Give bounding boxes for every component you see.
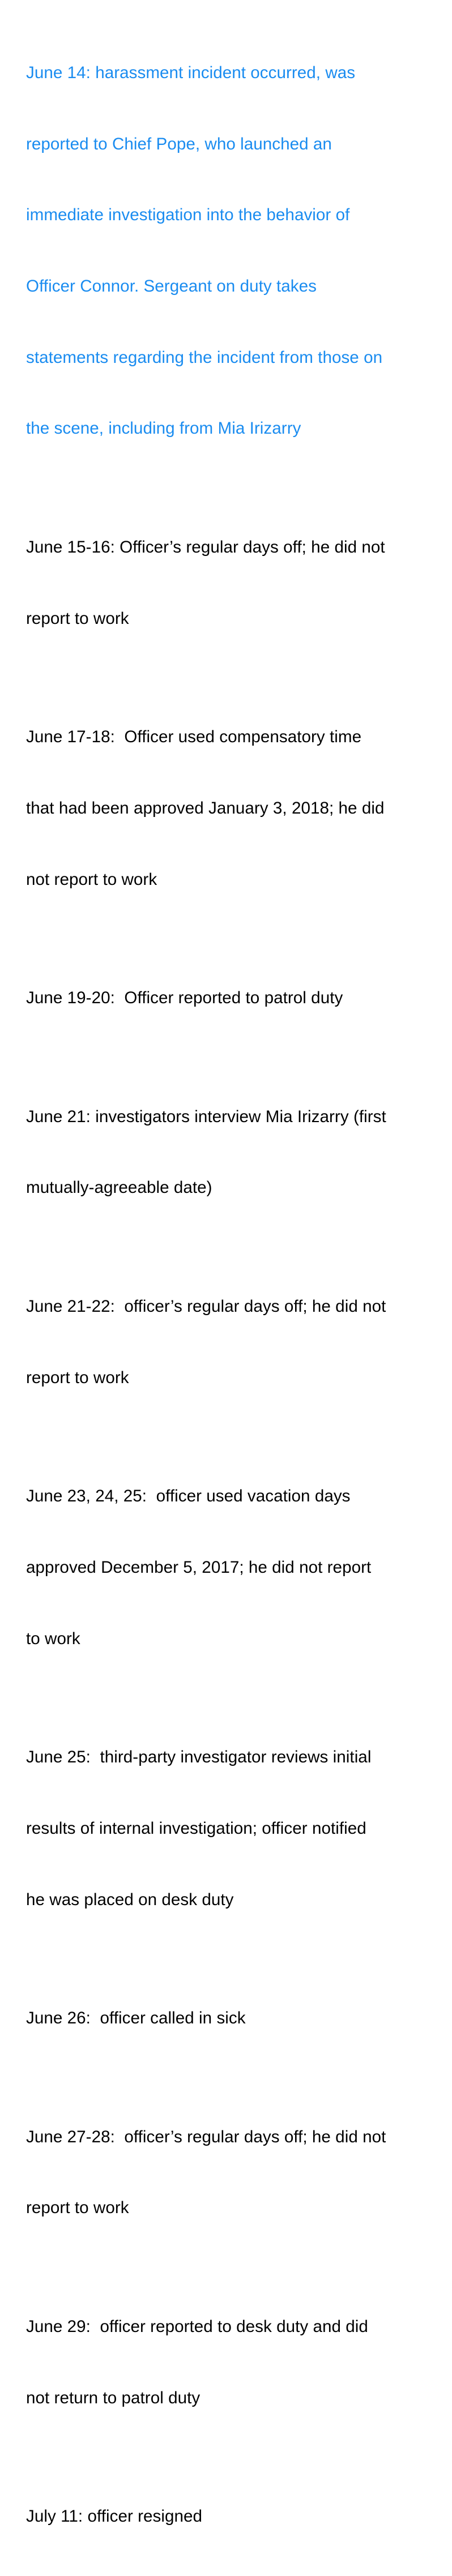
entry-line: June 21: investigators interview Mia Irizarry (first — [26, 1107, 386, 1126]
entry-line: approved December 5, 2017; he did not report — [26, 1557, 372, 1577]
timeline-entry — [26, 2078, 445, 2267]
timeline-entry — [26, 939, 445, 1058]
entry-line: June 23, 24, 25: officer used vacation days — [26, 1487, 351, 1506]
entry-line: June 27-28: officer’s regular days off; he did not — [26, 2127, 386, 2146]
entry-line: report to work — [26, 609, 129, 628]
entry-line: that had been approved January 3, 2018; he did — [26, 798, 385, 818]
timeline-entry — [26, 2457, 445, 2576]
entry-line: immediate investigation into the behavior of — [26, 206, 350, 225]
entry-line: June 21-22: officer’s regular days off; he did not — [26, 1296, 386, 1316]
entry-line: report to work — [26, 2198, 129, 2218]
entry-line: report to work — [26, 1368, 129, 1387]
timeline-entry — [26, 488, 445, 678]
entry-line: June 29: officer reported to desk duty and did — [26, 2317, 368, 2336]
timeline-entry — [26, 2267, 445, 2457]
entry-line: reported to Chief Pope, who launched an — [26, 134, 332, 153]
entry-line: statements regarding the incident from those on — [26, 348, 383, 367]
timeline-entry — [26, 1247, 445, 1437]
entry-line: June 15-16: Officer’s regular days off; he did not — [26, 537, 385, 557]
entry-line: June 19-20: Officer reported to patrol duty — [26, 989, 343, 1008]
entry-line: June 25: third-party investigator reviews initial — [26, 1748, 372, 1767]
timeline-entry — [26, 1959, 445, 2078]
timeline-entry — [26, 1437, 445, 1698]
timeline-entry — [26, 678, 445, 939]
entry-line: not return to patrol duty — [26, 2388, 201, 2407]
entry-line: Officer Connor. Sergeant on duty takes — [26, 276, 317, 296]
timeline-note — [26, 14, 445, 2576]
entry-line: June 17-18: Officer used compensatory time — [26, 728, 362, 747]
timeline-entry — [26, 1058, 445, 1247]
timeline-entry — [26, 1698, 445, 1959]
timeline-entry — [26, 14, 445, 488]
entry-line: July 11: officer resigned — [26, 2507, 203, 2526]
entry-line: June 14: harassment incident occurred, was — [26, 63, 356, 82]
entry-line: to work — [26, 1629, 80, 1648]
entry-line: not report to work — [26, 870, 157, 889]
entry-line: the scene, including from Mia Irizarry — [26, 419, 301, 438]
entry-line: mutually-agreeable date) — [26, 1178, 212, 1197]
entry-line: results of internal investigation; officer notified — [26, 1818, 366, 1838]
entry-line: he was placed on desk duty — [26, 1890, 234, 1909]
entry-line: June 26: officer called in sick — [26, 2009, 246, 2028]
